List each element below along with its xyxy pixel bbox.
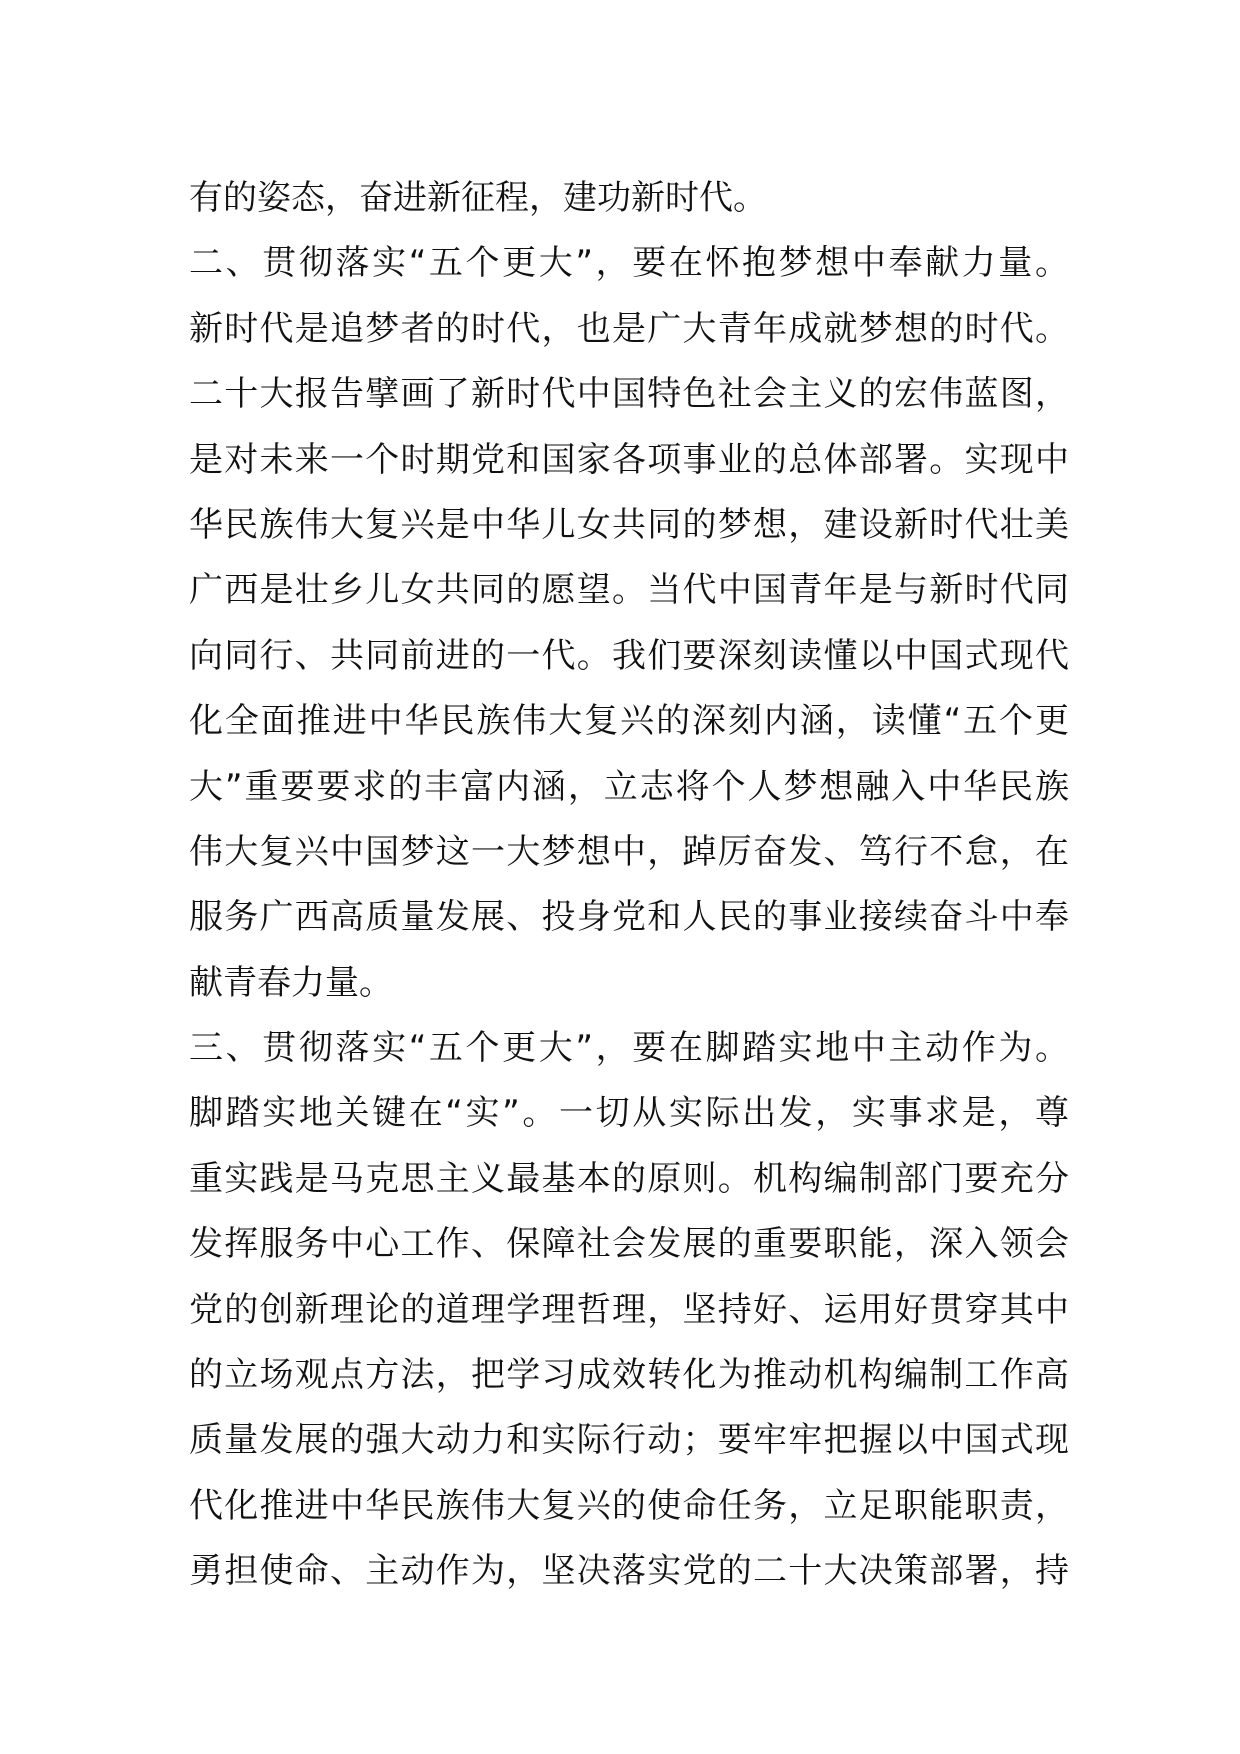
text-line: 广西是壮乡儿女共同的愿望。当代中国青年是与新时代同 (189, 570, 1069, 611)
text-line: 党的创新理论的道理学理哲理，坚持好、运用好贯穿其中 (189, 1289, 1069, 1330)
text-line: 的立场观点方法，把学习成效转化为推动机构编制工作高 (189, 1355, 1069, 1396)
text-line: 重实践是马克思主义最基本的原则。机构编制部门要充分 (189, 1158, 1069, 1199)
text-line: 大”重要要求的丰富内涵，立志将个人梦想融入中华民族 (189, 766, 1069, 807)
text-line: 有的姿态，奋进新征程，建功新时代。 (189, 178, 767, 218)
text-line: 献青春力量。 (189, 962, 393, 1003)
document-body (189, 166, 1069, 1605)
text-line: 质量发展的强大动力和实际行动；要牢牢把握以中国式现 (189, 1420, 1069, 1461)
text-line: 向同行、共同前进的一代。我们要深刻读懂以中国式现代 (189, 635, 1069, 676)
section-heading-2: 二、贯彻落实“五个更大”，要在怀抱梦想中奉献力量。 (189, 243, 1069, 284)
section-heading-3: 三、贯彻落实“五个更大”，要在脚踏实地中主动作为。 (189, 1028, 1069, 1069)
text-line: 服务广西高质量发展、投身党和人民的事业接续奋斗中奉 (189, 897, 1069, 938)
text-line: 发挥服务中心工作、保障社会发展的重要职能，深入领会 (189, 1224, 1069, 1265)
text-line: 伟大复兴中国梦这一大梦想中，踔厉奋发、笃行不怠，在 (189, 831, 1069, 872)
text-line: 新时代是追梦者的时代，也是广大青年成就梦想的时代。 (189, 308, 1069, 349)
text-line: 是对未来一个时期党和国家各项事业的总体部署。实现中 (189, 439, 1069, 480)
text-line: 化全面推进中华民族伟大复兴的深刻内涵，读懂“五个更 (189, 701, 1069, 742)
text-line: 二十大报告擘画了新时代中国特色社会主义的宏伟蓝图， (189, 374, 1069, 415)
text-line: 勇担使命、主动作为，坚决落实党的二十大决策部署，持 (189, 1551, 1069, 1592)
text-line: 代化推进中华民族伟大复兴的使命任务，立足职能职责， (189, 1485, 1069, 1526)
text-line: 华民族伟大复兴是中华儿女共同的梦想，建设新时代壮美 (189, 504, 1069, 545)
text-line: 脚踏实地关键在“实”。一切从实际出发，实事求是，尊 (189, 1093, 1069, 1134)
